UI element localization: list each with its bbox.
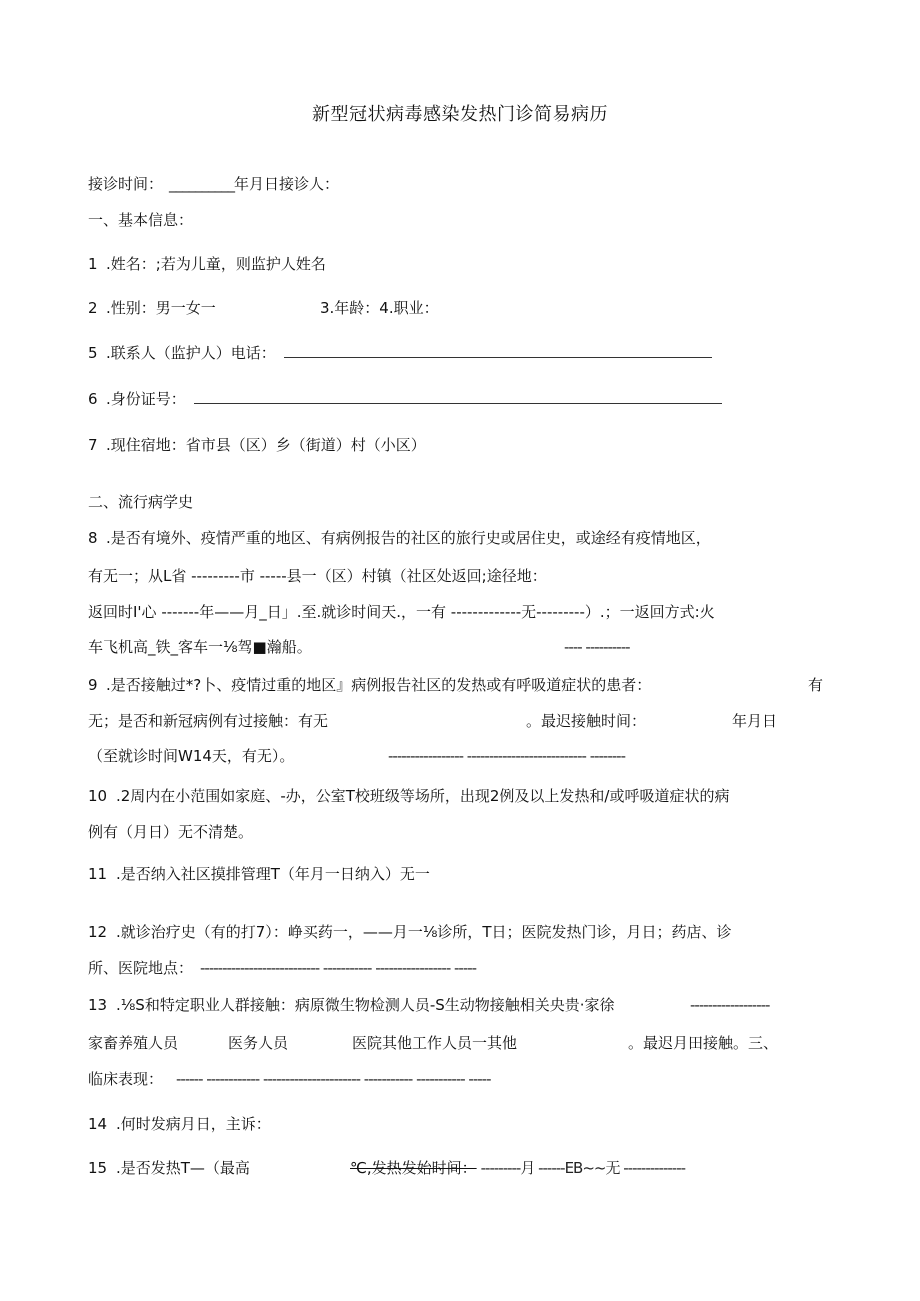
item-text: .联系人（监护人）电话： (106, 344, 276, 362)
dash-fill: ----------------- --------------------------- -------- (388, 747, 625, 765)
item-15 (88, 1158, 685, 1178)
item-2-gender (88, 298, 439, 318)
item-14 (88, 1114, 271, 1134)
item-text: 家畜养殖人员 (88, 1034, 179, 1052)
item-9-line-2 (88, 711, 777, 731)
item-number: 2 (88, 299, 98, 317)
item-text: .就诊治疗史（有的打7）：峥买药一，——月一⅛诊所，T日；医院发热门诊，月日；药店、诊 (116, 923, 732, 941)
item-9-line-3 (88, 746, 625, 766)
item-text: 医院其他工作人员一其他 (352, 1034, 518, 1052)
date-label: 年月日 (732, 712, 778, 730)
item-text: .姓名：;若为儿童，则监护人姓名 (106, 255, 326, 273)
item-number: 11 (88, 865, 108, 883)
item-text: 医务人员 (228, 1034, 289, 1052)
item-text: .身份证号： (106, 390, 186, 408)
item-10-line-2: 例有（月日）无不清楚。 (88, 823, 254, 841)
item-5-contact-phone (88, 343, 712, 363)
item-text: 所、医院地点： (88, 959, 194, 977)
item-8-line-2: 有无一；从L省 ---------市 -----县一（区）村镇（社区处返回;途径地： (88, 567, 547, 585)
visit-time-blank: __________ (169, 175, 235, 193)
struck-text: ℃,发热发始时间： (350, 1159, 477, 1177)
item-number: 15 (88, 1159, 108, 1177)
item-number: 14 (88, 1115, 108, 1133)
item-15-rest: ---------月 ------EB~~无 -------------- (480, 1159, 686, 1177)
item-13-line-3 (88, 1069, 490, 1089)
item-number: 5 (88, 344, 98, 362)
item-13-line-1 (88, 995, 769, 1015)
item-number: 9 (88, 676, 98, 694)
item-9-line-1 (88, 675, 651, 695)
item-age-occupation: 3.年龄：4.职业： (320, 299, 439, 317)
page-title: 新型冠状病毒感染发热门诊简易病历 (312, 104, 608, 125)
item-number: 8 (88, 529, 98, 547)
item-8-line-1 (88, 528, 711, 548)
dash-fill: --------------------------- ----------- ----------------- ----- (200, 959, 477, 977)
phone-fill-line (284, 343, 712, 358)
item-text: 无；是否和新冠病例有过接触：有无 (88, 712, 329, 730)
item-1-name (88, 254, 326, 274)
item-9-has-option: 有 (808, 676, 824, 694)
item-10-line-1 (88, 786, 730, 806)
latest-contact-label: 。最迟接触时间： (526, 712, 647, 730)
item-8-line-4 (88, 637, 630, 657)
id-fill-line (194, 389, 722, 404)
item-13-line-2 (88, 1033, 778, 1053)
visit-time-line (88, 174, 339, 194)
dash-fill: ------ ------------ ---------------------- ----------- ----------- ----- (176, 1070, 491, 1088)
visit-time-rest: 年月日接诊人： (234, 175, 340, 193)
item-11 (88, 864, 430, 884)
item-text: （至就诊时间W14天，有无）。 (88, 747, 295, 765)
item-number: 6 (88, 390, 98, 408)
item-7-residence (88, 435, 426, 455)
item-text: 。最迟月田接触。三、 (628, 1034, 779, 1052)
item-8-line-3: 返回时I'心 -------年——月_日」.至.就诊时间天.，一有 -------------无---------）.；一返回方式:火 (88, 603, 715, 621)
visit-time-label: 接诊时间： (88, 175, 164, 193)
item-text: .性别：男一女一 (106, 299, 216, 317)
section-basic-info: 一、基本信息： (88, 211, 194, 229)
item-6-id-number (88, 389, 722, 409)
item-text: .是否纳入社区摸排管理T（年月一日纳入）无一 (116, 865, 430, 883)
item-number: 13 (88, 996, 108, 1014)
item-text: .现住宿地：省市县（区）乡（街道）村（小区） (106, 436, 426, 454)
item-text: .2周内在小范围如家庭、-办，公室T校班级等场所，出现2例及以上发热和/或呼吸道症状的病 (116, 787, 730, 805)
item-text: 临床表现： (88, 1070, 164, 1088)
section-epidemiology: 二、流行病学史 (88, 493, 194, 511)
item-12-line-1 (88, 922, 732, 942)
item-text: .是否发热T—（最高 (116, 1159, 250, 1177)
item-text: .是否有境外、疫情严重的地区、有病例报告的社区的旅行史或居住史，或途经有疫情地区， (106, 529, 711, 547)
dash-fill: ---- ---------- (564, 638, 630, 656)
dash-fill: ------------------ (690, 996, 770, 1014)
item-text: .是否接触过*?卜、疫情过重的地区』病例报告社区的发热或有呼吸道症状的患者： (106, 676, 652, 694)
item-number: 7 (88, 436, 98, 454)
item-number: 10 (88, 787, 108, 805)
item-number: 12 (88, 923, 108, 941)
item-number: 1 (88, 255, 98, 273)
item-12-line-2 (88, 958, 476, 978)
item-text: .⅛S和特定职业人群接触：病原微生物检测人员-S生动物接触相关央贵·家徐 (116, 996, 615, 1014)
item-text: 车飞机高_铁_客车一⅛驾■瀚船。 (88, 638, 312, 656)
item-text: .何时发病月日，主诉： (116, 1115, 271, 1133)
